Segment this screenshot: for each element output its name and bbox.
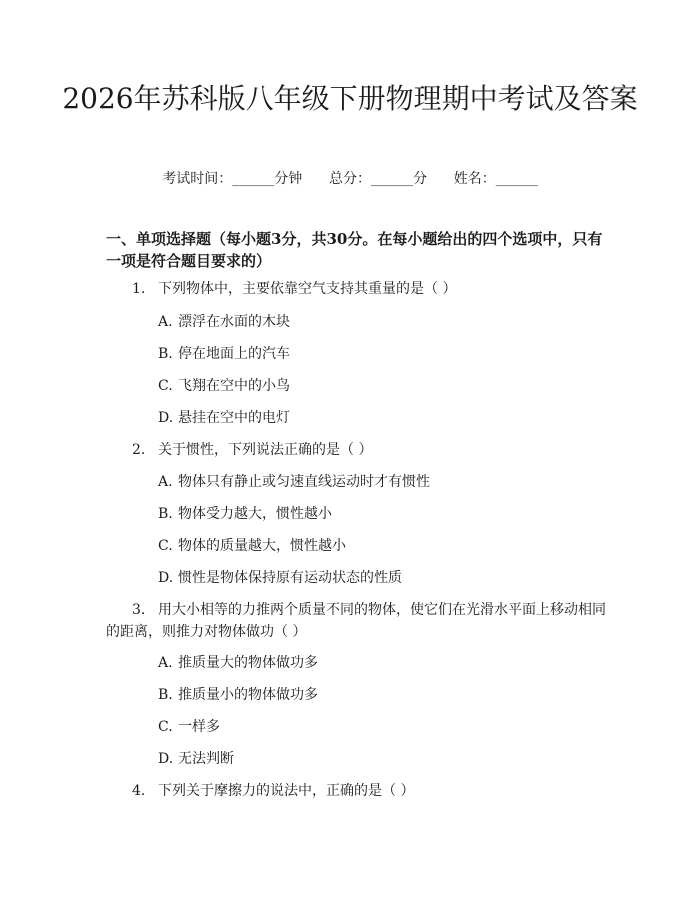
option-2d <box>158 567 618 589</box>
total-score-field: 总分：______分 <box>329 171 427 187</box>
student-name-field: 姓名：______ <box>453 171 538 187</box>
option-1b <box>158 343 618 365</box>
question-3 <box>106 599 616 643</box>
option-text: 无法判断 <box>178 751 234 767</box>
question-4 <box>106 780 616 802</box>
option-label: D. <box>158 751 174 767</box>
option-label: B. <box>158 346 173 362</box>
option-label: A. <box>158 474 173 490</box>
option-label: C. <box>158 538 173 554</box>
option-text: 停在地面上的汽车 <box>178 346 290 362</box>
option-label: B. <box>158 687 173 703</box>
option-text: 物体的质量越大，惯性越小 <box>178 538 346 554</box>
option-3c <box>158 716 618 738</box>
question-text: 关于惯性，下列说法正确的是（ ） <box>158 442 373 458</box>
option-label: C. <box>158 378 173 394</box>
option-3d <box>158 748 618 770</box>
option-1c <box>158 375 618 397</box>
option-text: 推质量小的物体做功多 <box>178 687 318 703</box>
option-text: 物体受力越大，惯性越小 <box>178 506 332 522</box>
question-text: 下列关于摩擦力的说法中，正确的是（ ） <box>158 783 415 799</box>
question-1 <box>106 278 616 300</box>
option-3b <box>158 684 618 706</box>
question-text: 下列物体中，主要依靠空气支持其重量的是（ ） <box>158 281 457 297</box>
option-label: D. <box>158 570 174 586</box>
question-number: 2. <box>132 442 146 458</box>
option-label: C. <box>158 719 173 735</box>
option-label: D. <box>158 410 174 426</box>
option-2c <box>158 535 618 557</box>
option-2b <box>158 503 618 525</box>
option-label: A. <box>158 314 173 330</box>
exam-meta <box>0 168 700 190</box>
option-text: 一样多 <box>178 719 220 735</box>
option-2a <box>158 471 618 493</box>
section-heading: 一、单项选择题（每小题3分，共30分。在每小题给出的四个选项中，只有一项是符合题目要求的） <box>106 230 603 270</box>
option-1a <box>158 311 618 333</box>
exam-time-field: 考试时间：______分钟 <box>162 171 303 187</box>
option-text: 悬挂在空中的电灯 <box>178 410 290 426</box>
option-3a <box>158 652 618 674</box>
question-2 <box>106 439 616 461</box>
exam-title: 2026年苏科版八年级下册物理期中考试及答案 <box>62 82 638 115</box>
question-number: 4. <box>132 783 146 799</box>
option-label: A. <box>158 655 173 671</box>
option-text: 飞翔在空中的小鸟 <box>178 378 290 394</box>
question-text: 用大小相等的力推两个质量不同的物体，使它们在光滑水平面上移动相同的距离，则推力对物体做功（ ） <box>106 602 606 640</box>
option-label: B. <box>158 506 173 522</box>
question-number: 3. <box>132 602 146 618</box>
option-text: 漂浮在水面的木块 <box>178 314 290 330</box>
question-number: 1. <box>132 281 146 297</box>
option-text: 物体只有静止或匀速直线运动时才有惯性 <box>178 474 430 490</box>
option-text: 惯性是物体保持原有运动状态的性质 <box>178 570 402 586</box>
option-1d <box>158 407 618 429</box>
option-text: 推质量大的物体做功多 <box>178 655 318 671</box>
